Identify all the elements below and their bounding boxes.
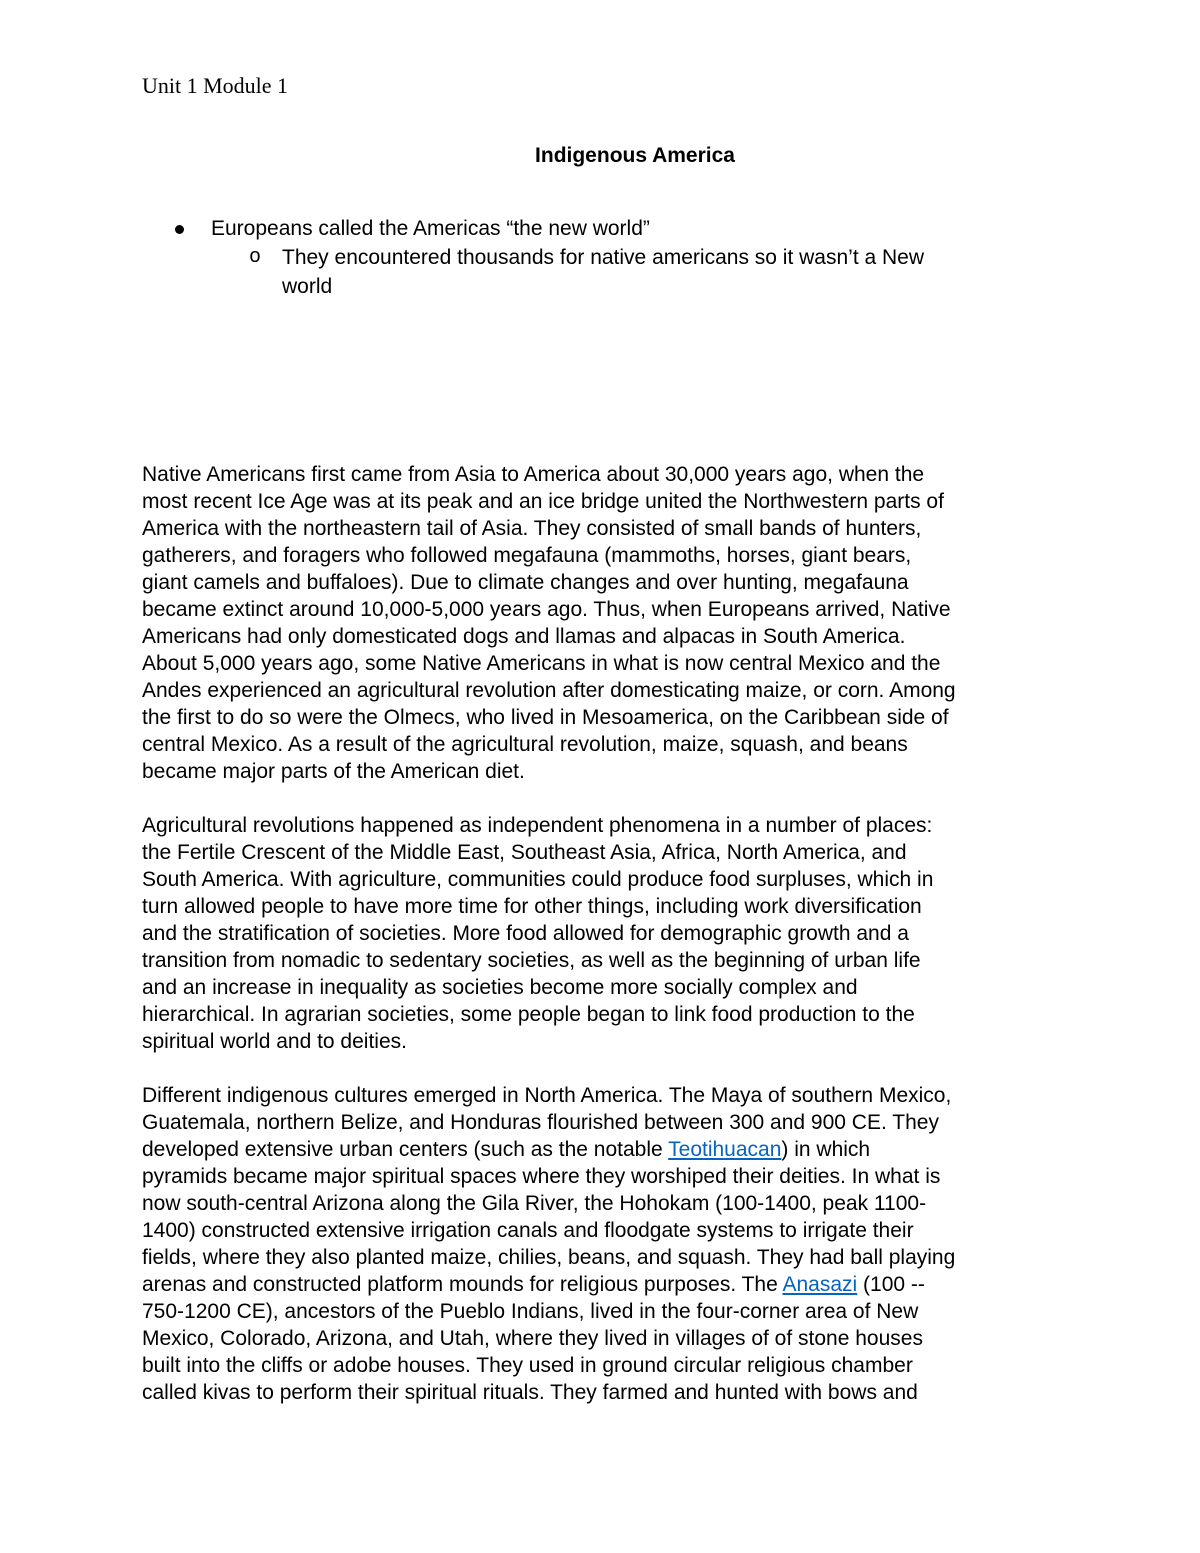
text-line: now south-central Arizona along the Gila River, the Hohokam (100-1400, peak 1100- [142, 1192, 927, 1215]
text-line: fields, where they also planted maize, chilies, beans, and squash. They had ball playing [142, 1246, 956, 1269]
text-line: central Mexico. As a result of the agricultural revolution, maize, squash, and beans [142, 733, 908, 756]
bullet-circle-icon: o [249, 246, 262, 269]
text-line: turn allowed people to have more time for other things, including work diversification [142, 895, 922, 918]
text-segment: developed extensive urban centers (such as the notable [142, 1138, 669, 1161]
sub-bullet-text-line: They encountered thousands for native americans so it wasn’t a New [282, 246, 925, 269]
text-line: hierarchical. In agrarian societies, some people began to link food production to the [142, 1003, 915, 1026]
text-line: South America. With agriculture, communities could produce food surpluses, which in [142, 868, 934, 891]
bullet-text: Europeans called the Americas “the new world” [211, 217, 650, 240]
text-line: giant camels and buffaloes). Due to climate changes and over hunting, megafauna [142, 571, 909, 594]
page-title: Indigenous America [535, 144, 735, 167]
text-line: became major parts of the American diet. [142, 760, 525, 783]
text-line: spiritual world and to deities. [142, 1030, 407, 1053]
text-line: Americans had only domesticated dogs and llamas and alpacas in South America. [142, 625, 906, 648]
sub-bullet-text-line: world [282, 275, 333, 298]
text-line: most recent Ice Age was at its peak and an ice bridge united the Northwestern parts of [142, 490, 944, 513]
text-line [142, 1271, 1072, 1298]
text-line: gatherers, and foragers who followed megafauna (mammoths, horses, giant bears, [142, 544, 912, 567]
text-line: Agricultural revolutions happened as independent phenomena in a number of places: [142, 814, 933, 837]
text-line: and an increase in inequality as societies become more socially complex and [142, 976, 858, 999]
list-item [142, 214, 1042, 243]
text-line: Different indigenous cultures emerged in North America. The Maya of southern Mexico, [142, 1084, 952, 1107]
text-segment: ) in which [781, 1138, 871, 1161]
text-line: pyramids became major spiritual spaces where they worshiped their deities. In what is [142, 1165, 941, 1188]
text-line: called kivas to perform their spiritual rituals. They farmed and hunted with bows and [142, 1381, 918, 1404]
text-line: Guatemala, northern Belize, and Honduras flourished between 300 and 900 CE. They [142, 1111, 939, 1134]
text-segment: arenas and constructed platform mounds for religious purposes. The [142, 1273, 783, 1296]
bullet-dot-icon [175, 225, 184, 234]
document-body [142, 461, 1072, 1433]
text-line: the first to do so were the Olmecs, who lived in Mesoamerica, on the Caribbean side of [142, 706, 949, 729]
text-line: became extinct around 10,000-5,000 years ago. Thus, when Europeans arrived, Native [142, 598, 951, 621]
text-line: transition from nomadic to sedentary societies, as well as the beginning of urban life [142, 949, 921, 972]
sub-list-item [211, 243, 1012, 301]
paragraph-2 [142, 812, 1072, 1055]
text-line: and the stratification of societies. More food allowed for demographic growth and a [142, 922, 909, 945]
text-line: Native Americans first came from Asia to America about 30,000 years ago, when the [142, 463, 925, 486]
text-line: the Fertile Crescent of the Middle East, Southeast Asia, Africa, North America, and [142, 841, 907, 864]
text-line: 1400) constructed extensive irrigation canals and floodgate systems to irrigate their [142, 1219, 914, 1242]
teotihuacan-link[interactable]: Teotihuacan [668, 1138, 782, 1161]
module-header: Unit 1 Module 1 [142, 73, 289, 98]
text-line: About 5,000 years ago, some Native Americans in what is now central Mexico and the [142, 652, 941, 675]
paragraph-1 [142, 461, 1072, 785]
anasazi-link[interactable]: Anasazi [782, 1273, 858, 1296]
bullet-list [142, 214, 1042, 301]
text-segment: (100 -- [857, 1273, 925, 1296]
text-line: Mexico, Colorado, Arizona, and Utah, where they lived in villages of of stone houses [142, 1327, 923, 1350]
text-line: America with the northeastern tail of Asia. They consisted of small bands of hunters, [142, 517, 922, 540]
text-line: built into the cliffs or adobe houses. They used in ground circular religious chamber [142, 1354, 913, 1377]
text-line: 750-1200 CE), ancestors of the Pueblo Indians, lived in the four-corner area of New [142, 1300, 919, 1323]
text-line: Andes experienced an agricultural revolution after domesticating maize, or corn. Among [142, 679, 956, 702]
text-line [142, 1136, 1072, 1163]
paragraph-3 [142, 1082, 1072, 1406]
